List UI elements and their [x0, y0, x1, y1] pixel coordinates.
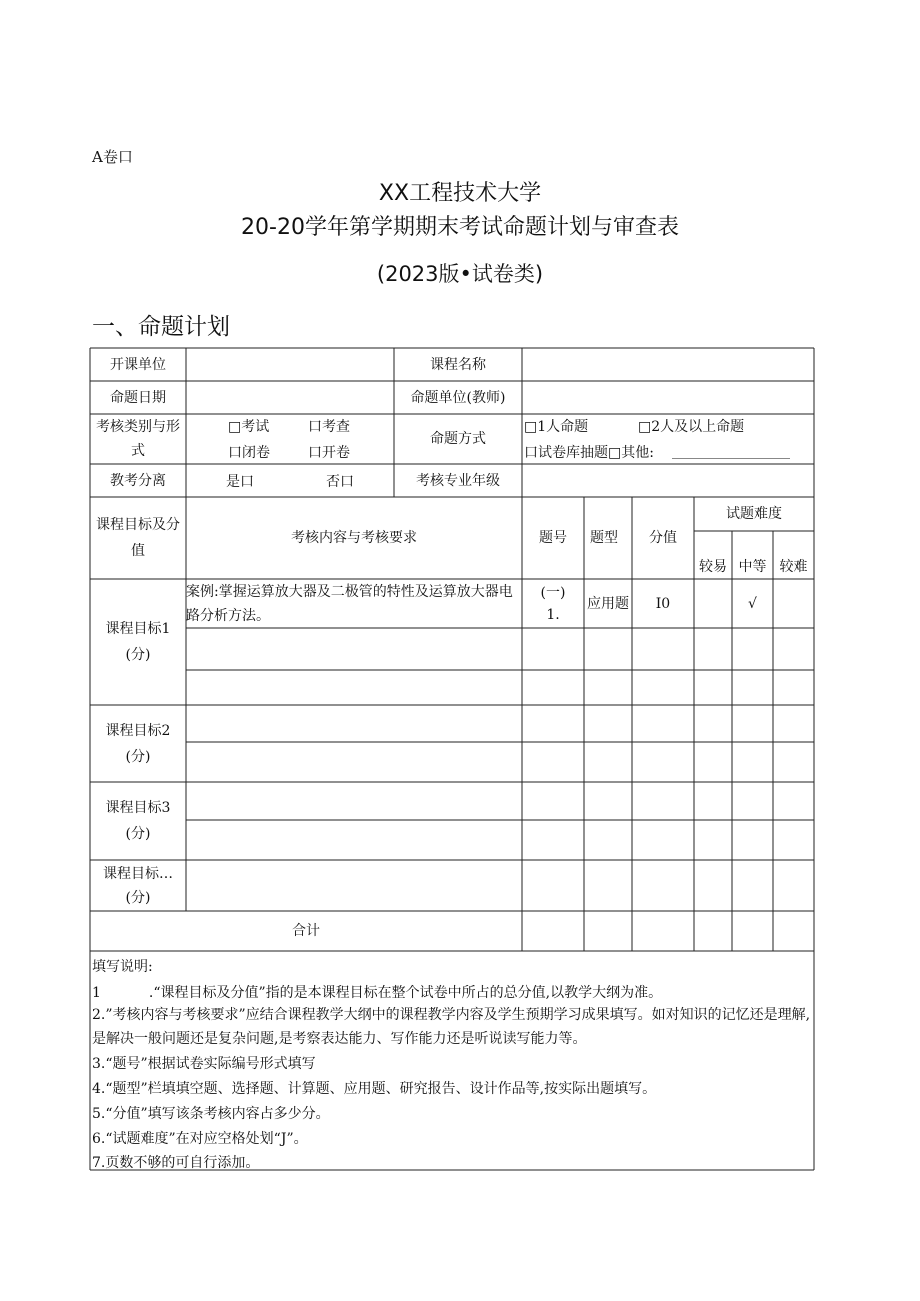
notes-title: 填写说明:: [92, 959, 153, 975]
difficulty-header: 试题难度: [726, 506, 782, 522]
major-label: 考核专业年级: [416, 472, 500, 489]
example-type[interactable]: 应用题: [587, 595, 629, 612]
example-content[interactable]: 案例:掌握运算放大器及二极管的特性及运算放大器电路分析方法。: [186, 584, 513, 624]
example-easy[interactable]: [694, 579, 732, 628]
total-label: 合计: [292, 923, 320, 939]
form-title: 20-20学年第学期期末考试命题计划与审查表: [241, 215, 679, 240]
easy-header: 较易: [699, 559, 727, 575]
separation-yes-checkbox[interactable]: 是口: [226, 474, 254, 490]
goal-1-name: 课程目标1: [105, 621, 171, 637]
note-1-text: .“课程目标及分值”指的是本课程目标在整个试卷中所占的总分值,以教学大纲为准。: [148, 985, 663, 1001]
major-field[interactable]: [526, 464, 810, 497]
goal-3-name: 课程目标3: [105, 800, 171, 816]
assess-type-label-line1: 考核类别与形: [96, 419, 180, 435]
goal-n-unit: (分): [125, 889, 151, 906]
goal-1-label: [90, 579, 186, 705]
note-5: 5.“分值”填写该条考核内容占多少分。: [92, 1106, 330, 1122]
multi-author-checkbox[interactable]: □2人及以上命题: [638, 419, 745, 435]
exam-checkbox[interactable]: □考试: [228, 419, 270, 435]
goal-1-unit: (分): [125, 647, 151, 663]
edition-label: (2023版•试卷类): [376, 262, 544, 286]
example-hard[interactable]: [773, 579, 814, 628]
goal-header: [90, 497, 186, 579]
section-title: 一、命题计划: [92, 314, 230, 340]
goal-2-unit: (分): [125, 748, 151, 765]
goal-header-line1: 课程目标及分: [96, 517, 180, 533]
assess-type-label: [90, 414, 186, 464]
unit-label: 开课单位: [110, 356, 166, 373]
author-label: 命题单位(教师): [410, 389, 506, 406]
assess-type-label-line2: 式: [131, 443, 145, 459]
date-field[interactable]: [190, 381, 390, 414]
note-1: [92, 982, 662, 1002]
example-number[interactable]: [522, 579, 584, 628]
unit-field[interactable]: [190, 348, 390, 381]
university-name: XX工程技术大学: [378, 181, 542, 206]
goal-n-label: [90, 860, 186, 911]
single-author-checkbox[interactable]: □1人命题: [524, 419, 589, 435]
author-field[interactable]: [526, 381, 810, 414]
hard-header: 较难: [779, 559, 808, 575]
note-7: 7.页数不够的可自行添加。: [92, 1155, 260, 1171]
course-name-label: 课程名称: [430, 356, 486, 373]
number-header: 题号: [539, 530, 567, 546]
review-checkbox[interactable]: 口考查: [308, 419, 350, 435]
note-4: 4.“题型”栏填填空题、选择题、计算题、应用题、研究报告、设计作品等,按实际出题填写。: [92, 1081, 657, 1097]
score-header: 分值: [649, 530, 677, 546]
example-medium[interactable]: √: [748, 595, 757, 612]
goal-2-label: [90, 705, 186, 782]
goal-3-unit: (分): [125, 826, 151, 842]
qtype-header: 题型: [590, 530, 618, 546]
example-number-line2: 1.: [546, 606, 560, 623]
other-method-blank[interactable]: [672, 458, 790, 459]
question-bank-other-checkbox[interactable]: 口试卷库抽题□其他:: [524, 445, 654, 461]
example-number-line1: (一): [540, 584, 566, 601]
note-6: 6.“试题难度”在对应空格处划“J”。: [92, 1131, 308, 1147]
course-name-field[interactable]: [526, 348, 810, 381]
example-score[interactable]: I0: [655, 595, 671, 612]
open-book-checkbox[interactable]: 口开卷: [308, 445, 350, 461]
paper-version-tag: A卷口: [92, 148, 133, 166]
goal-3-label: [90, 782, 186, 860]
method-label: 命题方式: [430, 431, 486, 447]
content-header: 考核内容与考核要求: [291, 530, 417, 546]
date-label: 命题日期: [110, 389, 166, 406]
medium-header: 中等: [738, 559, 767, 575]
note-3: 3.“题号”根据试卷实际编号形式填写: [92, 1056, 316, 1072]
closed-book-checkbox[interactable]: 口闭卷: [228, 445, 270, 461]
goal-header-line2: 值: [131, 543, 145, 559]
goal-2-name: 课程目标2: [105, 722, 171, 739]
goal-n-name: 课程目标…: [103, 865, 173, 882]
separation-label: 教考分离: [110, 472, 166, 489]
separation-no-checkbox[interactable]: 否口: [326, 474, 354, 490]
note-2: 2.”考核内容与考核要求”应结合课程教学大纲中的课程教学内容及学生预期学习成果填写。如对知识的记忆还是理解,是解决一般问题还是复杂问题,是考察表达能力、写作能力还是听说读写能力等。: [92, 1007, 811, 1047]
note-1-number: 1: [92, 985, 101, 1001]
